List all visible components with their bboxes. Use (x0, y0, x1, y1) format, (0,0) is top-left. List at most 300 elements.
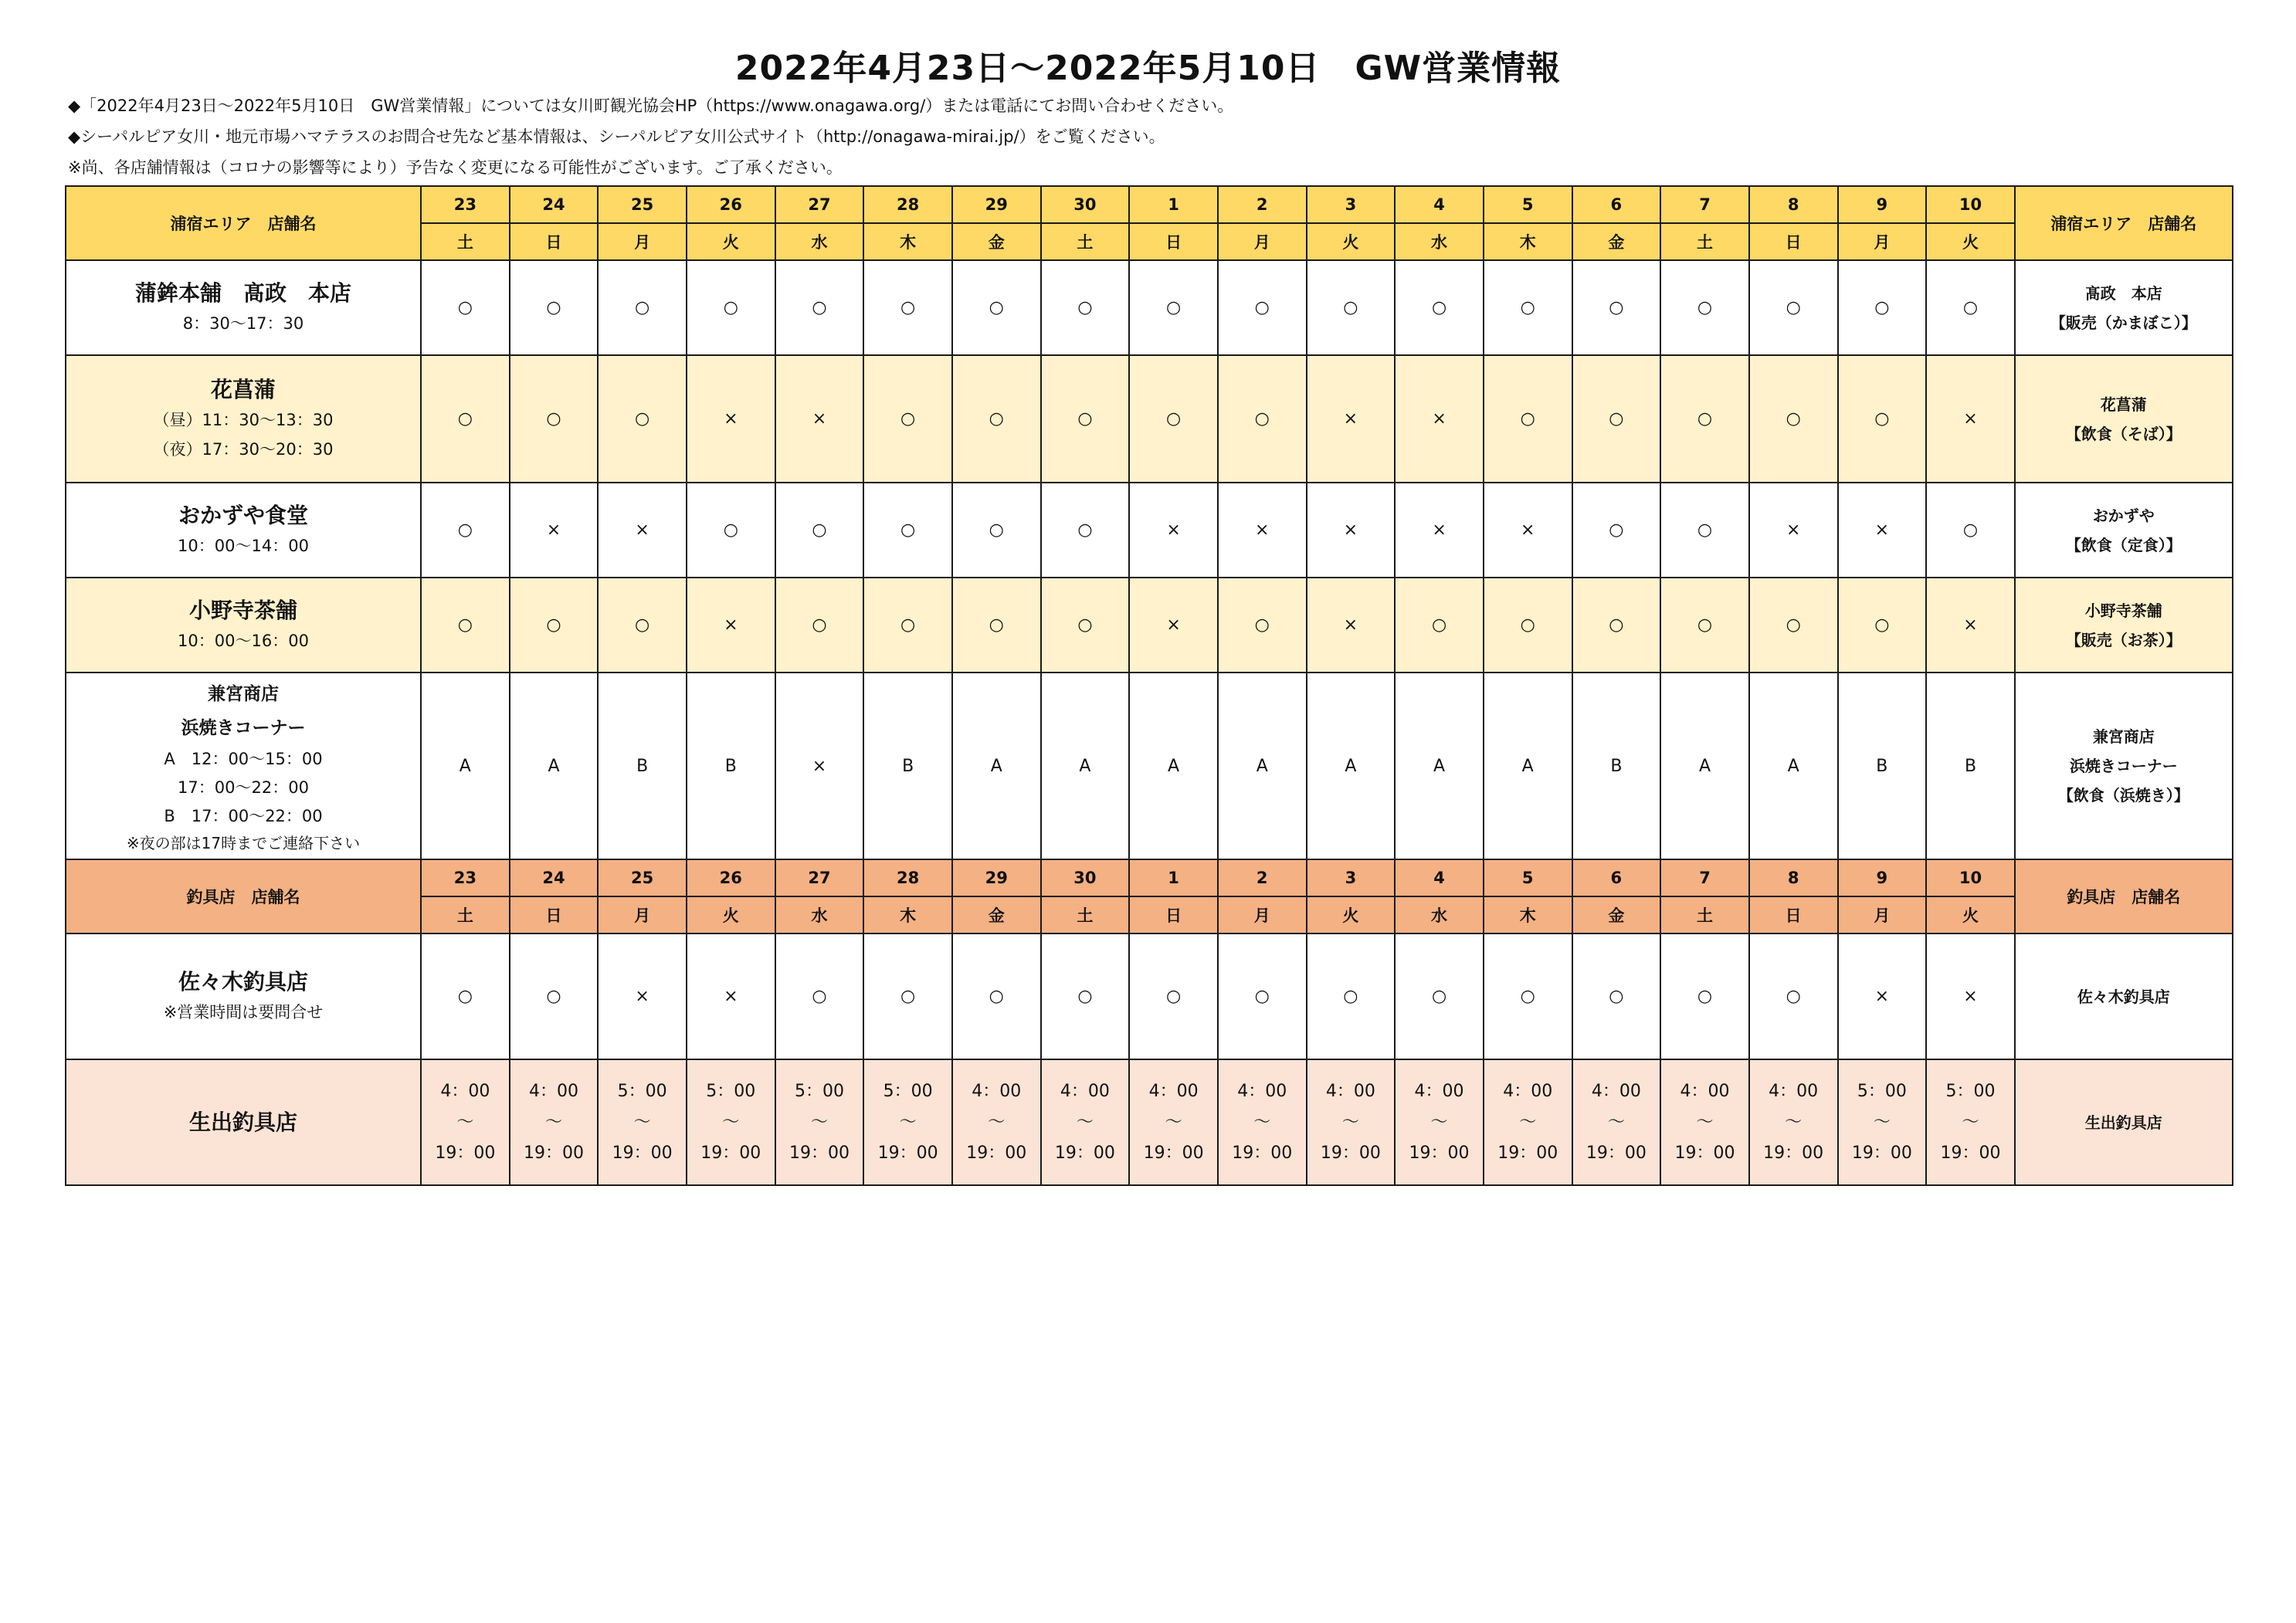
store-name: おかずや食堂 (178, 502, 308, 528)
close-time: 19：00 (1674, 1143, 1735, 1163)
status-cell: ○ (598, 578, 687, 673)
store-short-name: 佐々木釣具店 (2077, 987, 2170, 1006)
day-number: 4 (1395, 186, 1484, 223)
tilde: ～ (544, 1112, 562, 1132)
store-subname: 浜焼きコーナー (2069, 757, 2178, 775)
weekday: 火 (687, 896, 775, 933)
store-category-cell (2015, 933, 2233, 1059)
day-number: 7 (1660, 859, 1749, 896)
store-hours: 10：00～16：00 (178, 631, 309, 650)
day-number: 23 (421, 186, 510, 223)
day-number: 8 (1749, 859, 1838, 896)
status-cell: ○ (1838, 578, 1927, 673)
weekday: 月 (1838, 223, 1927, 260)
day-number: 28 (863, 859, 952, 896)
open-time: 5：00 (794, 1081, 844, 1101)
weekday: 木 (863, 896, 952, 933)
store-row-onodera (66, 578, 2233, 673)
store-hours: 10：00～14：00 (178, 536, 309, 555)
status-cell: ○ (1484, 933, 1572, 1059)
day-number: 30 (1041, 186, 1130, 223)
hours-cell (1307, 1059, 1396, 1185)
status-cell: ○ (1572, 483, 1661, 578)
status-cell: ○ (952, 578, 1041, 673)
status-cell: ○ (687, 483, 775, 578)
weekday: 水 (775, 896, 864, 933)
status-cell: × (510, 483, 599, 578)
status-cell: ○ (775, 578, 864, 673)
open-time: 5：00 (883, 1081, 933, 1101)
status-cell: ○ (1572, 578, 1661, 673)
store-category-cell (2015, 260, 2233, 355)
weekday: 土 (1660, 223, 1749, 260)
store-category-cell (2015, 1059, 2233, 1185)
weekday: 火 (1307, 223, 1396, 260)
status-cell: ○ (598, 260, 687, 355)
close-time: 19：00 (1940, 1143, 2001, 1163)
store-name: 小野寺茶舗 (188, 597, 297, 623)
day-number: 10 (1926, 186, 2015, 223)
status-cell: ○ (1218, 260, 1307, 355)
day-number: 28 (863, 186, 952, 223)
day-number: 7 (1660, 186, 1749, 223)
status-cell: B (1838, 673, 1927, 859)
day-number: 8 (1749, 186, 1838, 223)
status-cell: × (1838, 933, 1927, 1059)
tilde: ～ (810, 1112, 828, 1132)
hours-cell (863, 1059, 952, 1185)
store-category: 【飲食（浜焼き）】 (2057, 786, 2189, 805)
status-cell: ○ (1660, 483, 1749, 578)
open-time: 5：00 (1857, 1081, 1907, 1101)
status-cell: × (1307, 355, 1396, 483)
day-number: 9 (1838, 859, 1927, 896)
close-time: 19：00 (1763, 1143, 1824, 1163)
status-cell: ○ (1660, 933, 1749, 1059)
status-cell: ○ (598, 355, 687, 483)
status-cell: × (1926, 933, 2015, 1059)
weekday: 日 (1749, 896, 1838, 933)
day-number: 27 (775, 186, 864, 223)
tilde: ～ (1962, 1112, 1979, 1132)
open-time: 4：00 (1680, 1081, 1730, 1101)
store-subname: 浜焼きコーナー (181, 717, 306, 738)
status-cell: ○ (1129, 933, 1218, 1059)
store-short-name: 生出釣具店 (2084, 1113, 2162, 1132)
weekday: 土 (421, 223, 510, 260)
weekday: 日 (1129, 223, 1218, 260)
status-cell: ○ (775, 933, 864, 1059)
status-cell: A (1307, 673, 1396, 859)
weekday: 土 (1041, 223, 1130, 260)
status-cell: ○ (1749, 578, 1838, 673)
status-cell: × (687, 933, 775, 1059)
status-cell: × (1307, 578, 1396, 673)
store-row-takamasa (66, 260, 2233, 355)
day-number: 29 (952, 186, 1041, 223)
close-time: 19：00 (1143, 1143, 1204, 1163)
day-number: 24 (510, 859, 599, 896)
status-cell: B (687, 673, 775, 859)
store-name-cell (66, 1059, 421, 1185)
status-cell: ○ (1749, 933, 1838, 1059)
status-cell: × (1838, 483, 1927, 578)
close-time: 19：00 (877, 1143, 938, 1163)
status-cell: ○ (1041, 260, 1130, 355)
tilde: ～ (1873, 1112, 1891, 1132)
status-cell: ○ (952, 483, 1041, 578)
day-number: 29 (952, 859, 1041, 896)
status-cell: × (1926, 355, 2015, 483)
open-time: 4：00 (1148, 1081, 1199, 1101)
close-time: 19：00 (1232, 1143, 1293, 1163)
open-time: 4：00 (1414, 1081, 1464, 1101)
status-cell: ○ (863, 483, 952, 578)
tilde: ～ (1076, 1112, 1094, 1132)
weekday: 火 (1926, 223, 2015, 260)
hours-cell (1572, 1059, 1661, 1185)
weekday: 日 (1129, 896, 1218, 933)
status-cell: A (1660, 673, 1749, 859)
weekday: 土 (1660, 896, 1749, 933)
store-name-cell (66, 933, 421, 1059)
section-a-header-days (66, 186, 2233, 223)
weekday: 月 (1218, 896, 1307, 933)
status-cell: ○ (863, 578, 952, 673)
weekday: 金 (952, 223, 1041, 260)
hours-cell (1041, 1059, 1130, 1185)
day-number: 26 (687, 186, 775, 223)
weekday: 木 (863, 223, 952, 260)
store-hours-a2: 17：00～22：00 (178, 778, 309, 797)
status-cell: ○ (1660, 578, 1749, 673)
day-number: 24 (510, 186, 599, 223)
status-cell: B (1926, 673, 2015, 859)
store-name-cell (66, 355, 421, 483)
day-number: 30 (1041, 859, 1130, 896)
weekday: 日 (510, 896, 599, 933)
status-cell: ○ (1307, 933, 1396, 1059)
page-title: 2022年4月23日～2022年5月10日 GW営業情報 (734, 49, 1562, 88)
store-hours-lunch: （昼）11：30～13：30 (153, 410, 334, 429)
status-cell: ○ (1218, 933, 1307, 1059)
day-number: 10 (1926, 859, 2015, 896)
schedule-table (65, 185, 2233, 1186)
day-number: 27 (775, 859, 864, 896)
section-b-label-right: 釣具店 店舗名 (2015, 859, 2233, 933)
close-time: 19：00 (789, 1143, 850, 1163)
status-cell: A (510, 673, 599, 859)
note-disclaimer: ※尚、各店舗情報は（コロナの影響等により）予告なく変更になる可能性がございます。ご了承ください。 (68, 158, 843, 177)
status-cell: ○ (687, 260, 775, 355)
store-category: 【販売（かまぼこ）】 (2050, 313, 2197, 332)
store-row-oide (66, 1059, 2233, 1185)
status-cell: ○ (421, 355, 510, 483)
status-cell: ○ (1926, 260, 2015, 355)
open-time: 4：00 (528, 1081, 578, 1101)
status-cell: × (1218, 483, 1307, 578)
store-short-name: 花菖蒲 (2100, 395, 2147, 414)
close-time: 19：00 (966, 1143, 1027, 1163)
store-short-name: 兼宮商店 (2092, 727, 2155, 746)
status-cell: ○ (1395, 260, 1484, 355)
status-cell: ○ (863, 260, 952, 355)
day-number: 5 (1484, 186, 1572, 223)
store-category: 【飲食（定食）】 (2065, 535, 2182, 554)
status-cell: A (1218, 673, 1307, 859)
weekday: 月 (598, 896, 687, 933)
close-time: 19：00 (1409, 1143, 1470, 1163)
store-name-cell (66, 260, 421, 355)
open-time: 4：00 (1591, 1081, 1641, 1101)
status-cell: ○ (952, 260, 1041, 355)
status-cell: ○ (1572, 260, 1661, 355)
tilde: ～ (722, 1112, 740, 1132)
weekday: 金 (1572, 896, 1661, 933)
status-cell: × (598, 483, 687, 578)
status-cell: ○ (1041, 933, 1130, 1059)
day-number: 25 (598, 186, 687, 223)
hours-cell (775, 1059, 864, 1185)
open-time: 4：00 (440, 1081, 490, 1101)
status-cell: B (598, 673, 687, 859)
status-cell: ○ (1749, 355, 1838, 483)
status-cell: ○ (863, 933, 952, 1059)
status-cell: × (775, 355, 864, 483)
weekday: 水 (1395, 223, 1484, 260)
weekday: 金 (1572, 223, 1661, 260)
status-cell: A (421, 673, 510, 859)
status-cell: ○ (421, 260, 510, 355)
status-cell: ○ (510, 260, 599, 355)
weekday: 月 (1838, 896, 1927, 933)
store-name: 生出釣具店 (188, 1109, 297, 1135)
day-number: 2 (1218, 186, 1307, 223)
status-cell: B (863, 673, 952, 859)
store-name: 佐々木釣具店 (178, 968, 308, 994)
status-cell: ○ (1041, 355, 1130, 483)
store-name-cell (66, 578, 421, 673)
status-cell: B (1572, 673, 1661, 859)
tilde: ～ (1696, 1112, 1714, 1132)
store-category-cell (2015, 355, 2233, 483)
status-cell: ○ (1572, 355, 1661, 483)
weekday: 水 (1395, 896, 1484, 933)
tilde: ～ (988, 1112, 1006, 1132)
open-time: 4：00 (1769, 1081, 1819, 1101)
weekday: 水 (775, 223, 864, 260)
store-category-cell (2015, 483, 2233, 578)
open-time: 4：00 (1503, 1081, 1553, 1101)
hours-cell (1484, 1059, 1572, 1185)
weekday: 日 (1749, 223, 1838, 260)
status-cell: × (1395, 483, 1484, 578)
store-hours-dinner: （夜）17：30～20：30 (153, 439, 334, 459)
open-time: 5：00 (617, 1081, 667, 1101)
hours-cell (1218, 1059, 1307, 1185)
store-name: 蒲鉾本舗 髙政 本店 (134, 280, 351, 306)
status-cell: × (687, 355, 775, 483)
status-cell: × (687, 578, 775, 673)
status-cell: A (1129, 673, 1218, 859)
status-cell: × (1307, 483, 1396, 578)
close-time: 19：00 (435, 1143, 496, 1163)
status-cell: ○ (1129, 355, 1218, 483)
day-number: 1 (1129, 859, 1218, 896)
open-time: 5：00 (706, 1081, 756, 1101)
close-time: 19：00 (1585, 1143, 1647, 1163)
status-cell: ○ (1041, 578, 1130, 673)
status-cell: ○ (775, 260, 864, 355)
hours-cell (1660, 1059, 1749, 1185)
tilde: ～ (456, 1112, 474, 1132)
weekday: 火 (1926, 896, 2015, 933)
status-cell: × (1395, 355, 1484, 483)
hours-cell (952, 1059, 1041, 1185)
status-cell: ○ (863, 355, 952, 483)
status-cell: ○ (775, 483, 864, 578)
day-number: 2 (1218, 859, 1307, 896)
day-number: 1 (1129, 186, 1218, 223)
weekday: 月 (598, 223, 687, 260)
status-cell: A (1041, 673, 1130, 859)
status-cell: ○ (510, 578, 599, 673)
open-time: 4：00 (1237, 1081, 1287, 1101)
status-cell: ○ (1660, 260, 1749, 355)
hours-cell (1749, 1059, 1838, 1185)
weekday: 日 (510, 223, 599, 260)
status-cell: × (1129, 483, 1218, 578)
hours-cell (510, 1059, 599, 1185)
day-number: 5 (1484, 859, 1572, 896)
close-time: 19：00 (1054, 1143, 1115, 1163)
store-name-cell (66, 483, 421, 578)
store-row-kanemiya (66, 673, 2233, 859)
store-row-hanashobu (66, 355, 2233, 483)
store-row-okazuya (66, 483, 2233, 578)
status-cell: A (1484, 673, 1572, 859)
store-short-name: おかずや (2092, 506, 2155, 525)
status-cell: ○ (1484, 355, 1572, 483)
status-cell: A (952, 673, 1041, 859)
status-cell: ○ (1660, 355, 1749, 483)
day-number: 3 (1307, 859, 1396, 896)
store-hours-b: B 17：00～22：00 (164, 806, 323, 825)
hours-cell (598, 1059, 687, 1185)
status-cell: ○ (510, 355, 599, 483)
status-cell: ○ (1484, 260, 1572, 355)
note-inquiry: ◆「2022年4月23日～2022年5月10日 GW営業情報」については女川町観光協会HP（https://www.onagawa.org/）または電話にてお問い合わせください。 (68, 97, 1234, 115)
close-time: 19：00 (1320, 1143, 1381, 1163)
weekday: 金 (952, 896, 1041, 933)
weekday: 火 (687, 223, 775, 260)
note-basic-info: ◆シーパルピア女川・地元市場ハマテラスのお問合せ先など基本情報は、シーパルピア女川公式サイト（http://onagawa-mirai.jp/）をご覧ください。 (68, 127, 1165, 146)
store-name: 兼宮商店 (208, 683, 279, 704)
hours-cell (1129, 1059, 1218, 1185)
section-a-label-right: 浦宿エリア 店舗名 (2015, 186, 2233, 260)
open-time: 4：00 (1325, 1081, 1375, 1101)
tilde: ～ (633, 1112, 651, 1132)
status-cell: ○ (421, 483, 510, 578)
open-time: 5：00 (1945, 1081, 1996, 1101)
status-cell: ○ (1926, 483, 2015, 578)
status-cell: ○ (1572, 933, 1661, 1059)
store-remark: ※夜の部は17時までご連絡下さい (126, 833, 361, 852)
store-row-sasaki (66, 933, 2233, 1059)
weekday: 土 (421, 896, 510, 933)
status-cell: ○ (421, 933, 510, 1059)
close-time: 19：00 (612, 1143, 673, 1163)
store-category-cell (2015, 673, 2233, 859)
store-short-name: 髙政 本店 (2084, 283, 2162, 303)
day-number: 4 (1395, 859, 1484, 896)
status-cell: × (1749, 483, 1838, 578)
hours-cell (1926, 1059, 2015, 1185)
tilde: ～ (1607, 1112, 1625, 1132)
status-cell: ○ (1129, 260, 1218, 355)
store-short-name: 小野寺茶舗 (2084, 601, 2162, 620)
tilde: ～ (1165, 1112, 1182, 1132)
status-cell: ○ (1307, 260, 1396, 355)
open-time: 4：00 (972, 1081, 1022, 1101)
hours-cell (1838, 1059, 1927, 1185)
section-b-header-days (66, 859, 2233, 896)
hours-cell (687, 1059, 775, 1185)
day-number: 25 (598, 859, 687, 896)
store-hours-a: A 12：00～15：00 (164, 749, 323, 768)
status-cell: A (1395, 673, 1484, 859)
section-b-label: 釣具店 店舗名 (66, 859, 421, 933)
close-time: 19：00 (1497, 1143, 1558, 1163)
day-number: 9 (1838, 186, 1927, 223)
day-number: 6 (1572, 186, 1661, 223)
status-cell: ○ (1395, 578, 1484, 673)
open-time: 4：00 (1060, 1081, 1110, 1101)
store-category-cell (2015, 578, 2233, 673)
section-a-label: 浦宿エリア 店舗名 (66, 186, 421, 260)
day-number: 6 (1572, 859, 1661, 896)
store-name: 花菖蒲 (210, 376, 276, 402)
tilde: ～ (1519, 1112, 1537, 1132)
status-cell: ○ (952, 933, 1041, 1059)
status-cell: ○ (421, 578, 510, 673)
hours-cell (421, 1059, 510, 1185)
tilde: ～ (1430, 1112, 1448, 1132)
tilde: ～ (1785, 1112, 1803, 1132)
weekday: 月 (1218, 223, 1307, 260)
close-time: 19：00 (1851, 1143, 1912, 1163)
day-number: 3 (1307, 186, 1396, 223)
status-cell: × (775, 673, 864, 859)
tilde: ～ (899, 1112, 917, 1132)
status-cell: ○ (1218, 355, 1307, 483)
status-cell: × (1926, 578, 2015, 673)
store-category: 【飲食（そば）】 (2065, 424, 2182, 443)
weekday: 火 (1307, 896, 1396, 933)
hours-cell (1395, 1059, 1484, 1185)
status-cell: ○ (1749, 260, 1838, 355)
weekday: 木 (1484, 896, 1572, 933)
store-category: 【販売（お茶）】 (2065, 630, 2182, 649)
weekday: 土 (1041, 896, 1130, 933)
status-cell: × (1484, 483, 1572, 578)
status-cell: ○ (1218, 578, 1307, 673)
store-hours: 8：30～17：30 (182, 313, 304, 333)
store-remark: ※営業時間は要問合せ (163, 1002, 324, 1022)
status-cell: A (1749, 673, 1838, 859)
tilde: ～ (1341, 1112, 1359, 1132)
close-time: 19：00 (700, 1143, 761, 1163)
